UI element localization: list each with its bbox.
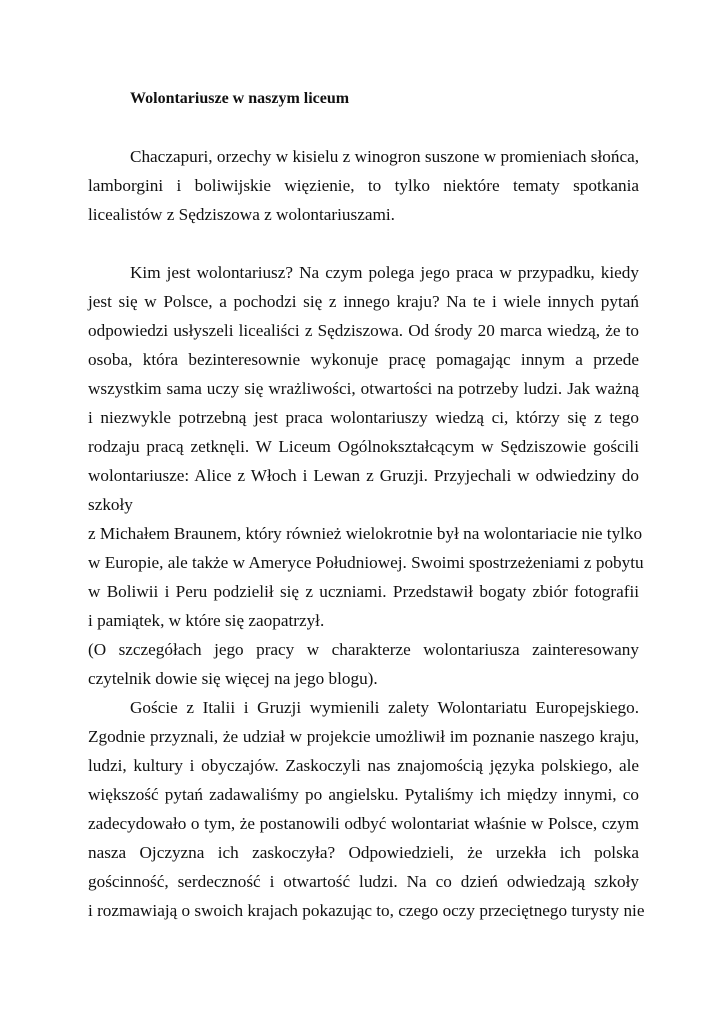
- paragraph-2-line-1: Kim jest wolontariusz? Na czym polega jego praca w przypadku, kiedy: [130, 263, 639, 282]
- paragraph-1-line-3: licealistów z Sędziszowa z wolontariuszami.: [88, 205, 395, 224]
- document-title: Wolontariusze w naszym liceum: [130, 90, 350, 107]
- paragraph-2-line-9: szkoły: [88, 495, 133, 514]
- paragraph-3-line-3: ludzi, kultury i obyczajów. Zaskoczyli nas znajomością języka polskiego, ale: [88, 756, 639, 775]
- paragraph-2-line-15: czytelnik dowie się więcej na jego blogu).: [88, 669, 378, 688]
- paragraph-3-line-6: nasza Ojczyzna ich zaskoczyła? Odpowiedzieli, że urzekła ich polska: [88, 843, 639, 862]
- paragraph-2-line-11: w Europie, ale także w Ameryce Południowej. Swoimi spostrzeżeniami z pobytu: [88, 553, 644, 572]
- paragraph-2-line-12: w Boliwii i Peru podzielił się z uczniami. Przedstawił bogaty zbiór fotografii: [88, 582, 639, 601]
- paragraph-1-line-2: lamborgini i boliwijskie więzienie, to tylko niektóre tematy spotkania: [88, 176, 639, 195]
- paragraph-3-line-2: Zgodnie przyznali, że udział w projekcie umożliwił im poznanie naszego kraju,: [88, 727, 639, 746]
- paragraph-2-line-7: rodzaju pracą zetknęli. W Liceum Ogólnokształcącym w Sędziszowie gościli: [88, 437, 639, 456]
- paragraph-1-line-1: Chaczapuri, orzechy w kisielu z winogron suszone w promieniach słońca,: [130, 147, 639, 166]
- paragraph-3-line-5: zadecydowało o tym, że postanowili odbyć wolontariat właśnie w Polsce, czym: [88, 814, 639, 833]
- paragraph-2-line-10: z Michałem Braunem, który również wielokrotnie był na wolontariacie nie tylko: [88, 524, 643, 543]
- paragraph-2-line-2: jest się w Polsce, a pochodzi się z innego kraju? Na te i wiele innych pytań: [88, 292, 639, 311]
- paragraph-3-line-4: większość pytań zadawaliśmy po angielsku. Pytaliśmy ich między innymi, co: [88, 785, 639, 804]
- paragraph-2-line-5: wszystkim sama uczy się wrażliwości, otwartości na potrzeby ludzi. Jak ważną: [88, 379, 639, 398]
- paragraph-2-line-13: i pamiątek, w które się zaopatrzył.: [88, 611, 325, 630]
- paragraph-3-line-8: i rozmawiają o swoich krajach pokazując to, czego oczy przeciętnego turysty nie: [88, 901, 645, 920]
- paragraph-3-line-7: gościnność, serdeczność i otwartość ludzi. Na co dzień odwiedzają szkoły: [88, 872, 639, 891]
- paragraph-2-line-6: i niezwykle potrzebną jest praca wolontariuszy wiedzą ci, którzy się z tego: [88, 408, 639, 427]
- paragraph-3-line-1: Goście z Italii i Gruzji wymienili zalety Wolontariatu Europejskiego.: [130, 698, 639, 717]
- paragraph-2-line-4: osoba, która bezinteresownie wykonuje pracę pomagając innym a przede: [88, 350, 639, 369]
- paragraph-2-line-3: odpowiedzi usłyszeli licealiści z Sędziszowa. Od środy 20 marca wiedzą, że to: [88, 321, 639, 340]
- paragraph-2-line-14: (O szczegółach jego pracy w charakterze wolontariusza zainteresowany: [88, 640, 639, 659]
- paragraph-2-line-8: wolontariusze: Alice z Włoch i Lewan z Gruzji. Przyjechali w odwiedziny do: [88, 466, 639, 485]
